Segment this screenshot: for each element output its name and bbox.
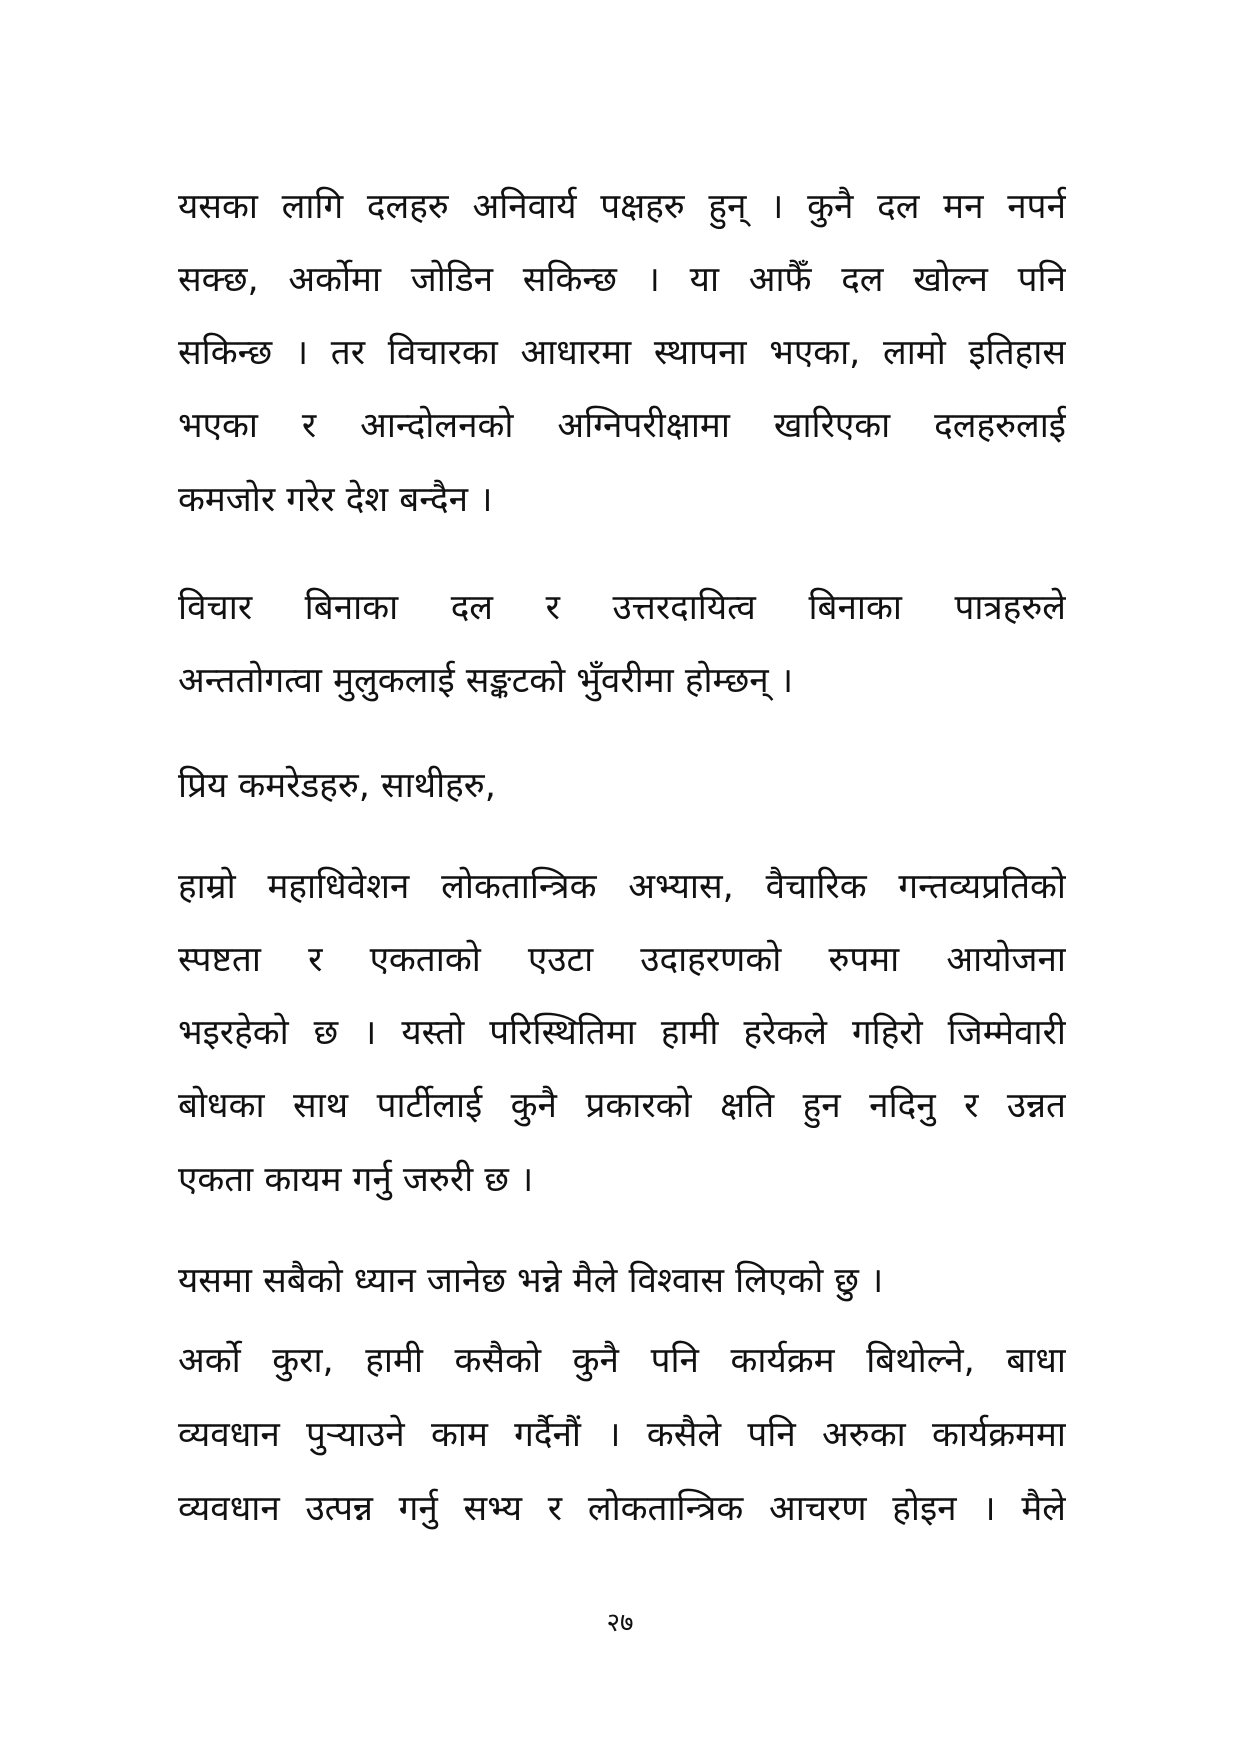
paragraph-4-line-4: बोधका साथ पार्टीलाई कुनै प्रकारको क्षति हुन नदिनु र उन्नत: [178, 1086, 1066, 1126]
paragraph-1-line-3: सकिन्छ । तर विचारका आधारमा स्थापना भएका, लामो इतिहास: [178, 333, 1066, 373]
paragraph-2-line-1: विचार बिनाका दल र उत्तरदायित्व बिनाका पात्रहरुले: [178, 588, 1066, 628]
paragraph-6-line-2: व्यवधान पुर्‍याउने काम गर्दैनौं । कसैले पनि अरुका कार्यक्रममा: [178, 1415, 1066, 1455]
paragraph-4-line-5: एकता कायम गर्नु जरुरी छ ।: [178, 1160, 534, 1200]
salutation: प्रिय कमरेडहरु, साथीहरु,: [178, 766, 496, 806]
paragraph-5-line-1: यसमा सबैको ध्यान जानेछ भन्ने मैले विश्वास लिएको छु ।: [178, 1261, 884, 1301]
page-number: २७: [606, 1608, 634, 1638]
paragraph-1-line-4: भएका र आन्दोलनको अग्निपरीक्षामा खारिएका दलहरुलाई: [178, 406, 1066, 446]
paragraph-6-line-3: व्यवधान उत्पन्न गर्नु सभ्य र लोकतान्त्रिक आचरण होइन । मैले: [178, 1489, 1066, 1529]
paragraph-4-line-1: हाम्रो महाधिवेशन लोकतान्त्रिक अभ्यास, वैचारिक गन्तव्यप्रतिको: [178, 867, 1066, 907]
paragraph-4-line-2: स्पष्टता र एकताको एउटा उदाहरणको रुपमा आयोजना: [178, 940, 1066, 980]
paragraph-6-line-1: अर्को कुरा, हामी कसैको कुनै पनि कार्यक्रम बिथोल्ने, बाधा: [178, 1341, 1066, 1381]
paragraph-1-line-1: यसका लागि दलहरु अनिवार्य पक्षहरु हुन् । कुनै दल मन नपर्न: [178, 187, 1066, 227]
paragraph-1-line-5: कमजोर गरेर देश बन्दैन ।: [178, 480, 493, 520]
paragraph-4-line-3: भइरहेको छ । यस्तो परिस्थितिमा हामी हरेकले गहिरो जिम्मेवारी: [178, 1013, 1066, 1053]
paragraph-1-line-2: सक्छ, अर्कोमा जोडिन सकिन्छ । या आफैँ दल खोल्न पनि: [178, 260, 1066, 300]
paragraph-2-line-2: अन्ततोगत्वा मुलुकलाई सङ्कटको भुँवरीमा होम्छन् ।: [178, 661, 794, 701]
